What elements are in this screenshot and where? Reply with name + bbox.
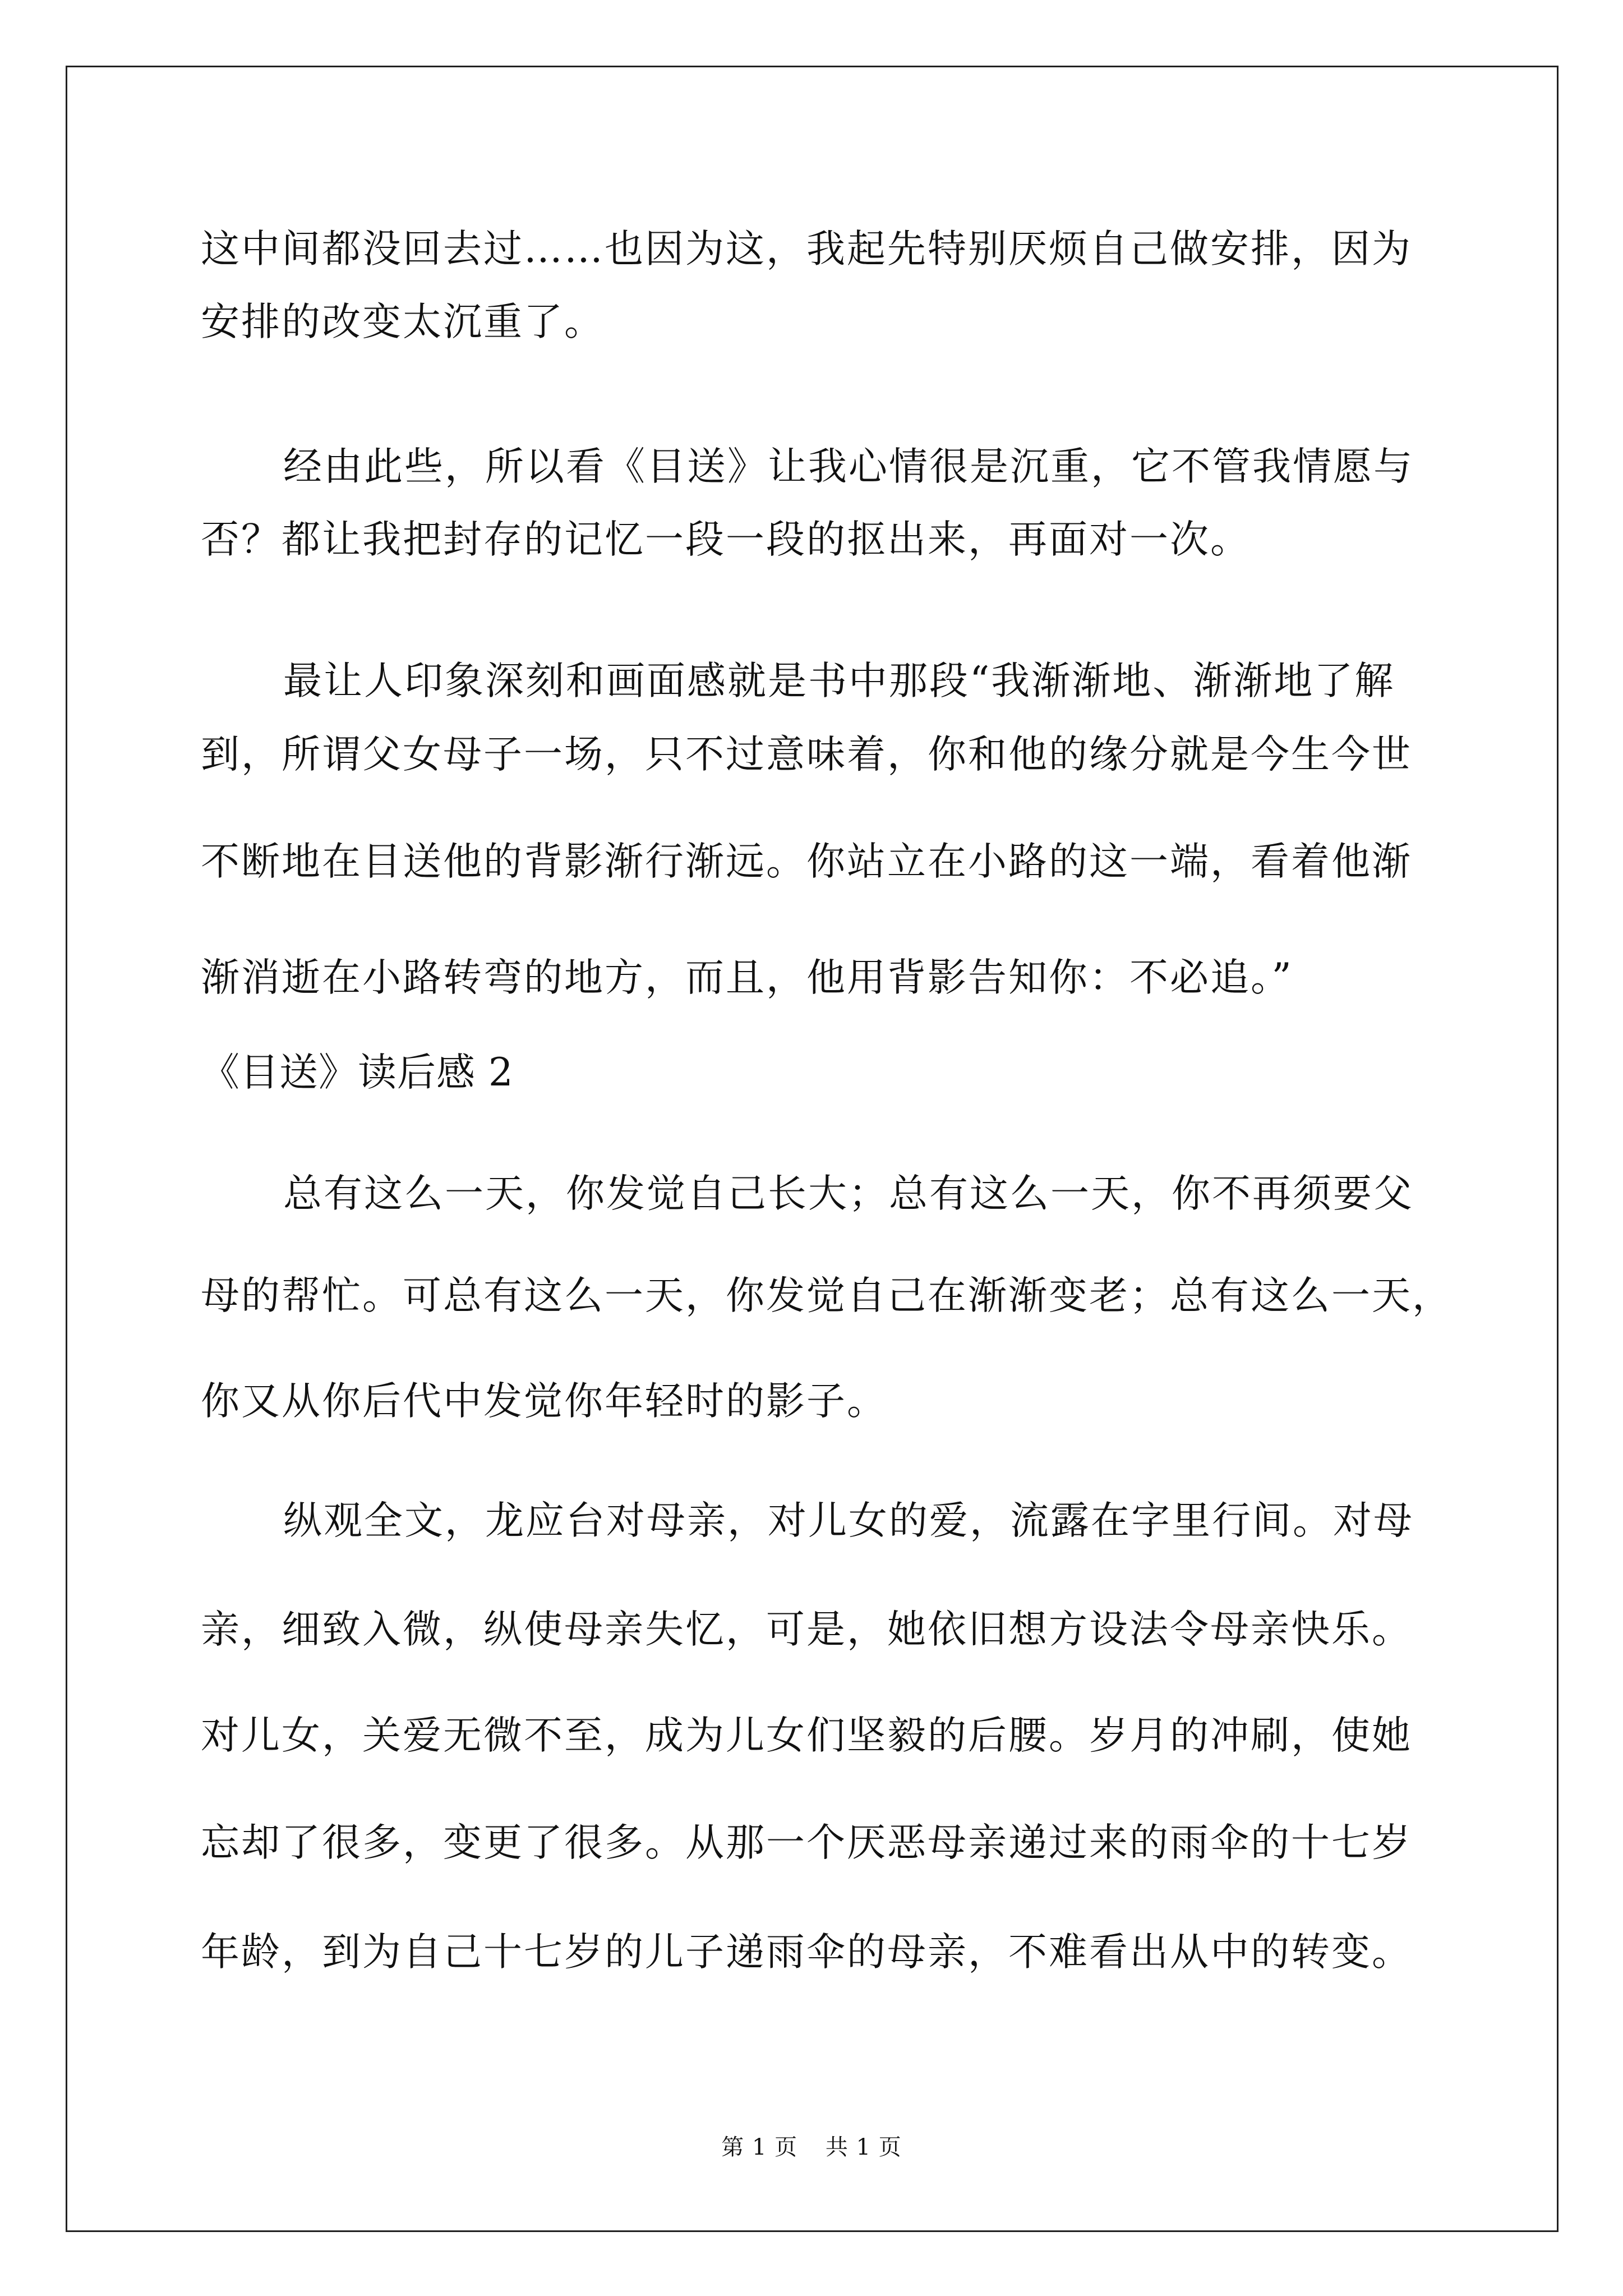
section-title: 《目送》读后感 2	[201, 1050, 514, 1095]
paragraph-first-line: 经由此些，所以看《目送》让我心情很是沉重，它不管我情愿与	[283, 444, 1414, 489]
text-line: 母的帮忙。可总有这么一天，你发觉自己在渐渐变老；总有这么一天，	[201, 1273, 1453, 1318]
page-footer	[0, 2131, 1623, 2164]
text-line: 安排的改变太沉重了。	[201, 300, 605, 344]
text-line: 这中间都没回去过……也因为这，我起先特别厌烦自己做安排，因为	[201, 227, 1412, 272]
text-line: 忘却了很多，变更了很多。从那一个厌恶母亲递过来的雨伞的十七岁	[201, 1820, 1412, 1865]
text-line: 对儿女，关爱无微不至，成为儿女们坚毅的后腰。岁月的冲刷，使她	[201, 1713, 1412, 1758]
page-number-total: 共 1 页	[825, 2134, 902, 2160]
page-border	[66, 66, 1559, 2232]
paragraph-first-line: 总有这么一天，你发觉自己长大；总有这么一天，你不再须要父	[283, 1171, 1414, 1216]
text-line: 亲，细致入微，纵使母亲失忆，可是，她依旧想方设法令母亲快乐。	[201, 1607, 1412, 1652]
text-line: 否？都让我把封存的记忆一段一段的抠出来，再面对一次。	[201, 517, 1251, 562]
paragraph-first-line: 最让人印象深刻和画面感就是书中那段“我渐渐地、渐渐地了解	[283, 659, 1395, 703]
page-number-current: 第 1 页	[721, 2134, 798, 2160]
text-line: 不断地在目送他的背影渐行渐远。你站立在小路的这一端，看着他渐	[201, 839, 1412, 884]
text-line: 到，所谓父女母子一场，只不过意味着，你和他的缘分就是今生今世	[201, 732, 1412, 777]
text-line: 渐消逝在小路转弯的地方，而且，他用背影告知你：不必追。”	[201, 955, 1293, 1000]
paragraph-first-line: 纵观全文，龙应台对母亲，对儿女的爱，流露在字里行间。对母	[283, 1498, 1414, 1543]
text-line: 年龄，到为自己十七岁的儿子递雨伞的母亲，不难看出从中的转变。	[201, 1930, 1412, 1975]
text-line: 你又从你后代中发觉你年轻时的影子。	[201, 1379, 887, 1424]
